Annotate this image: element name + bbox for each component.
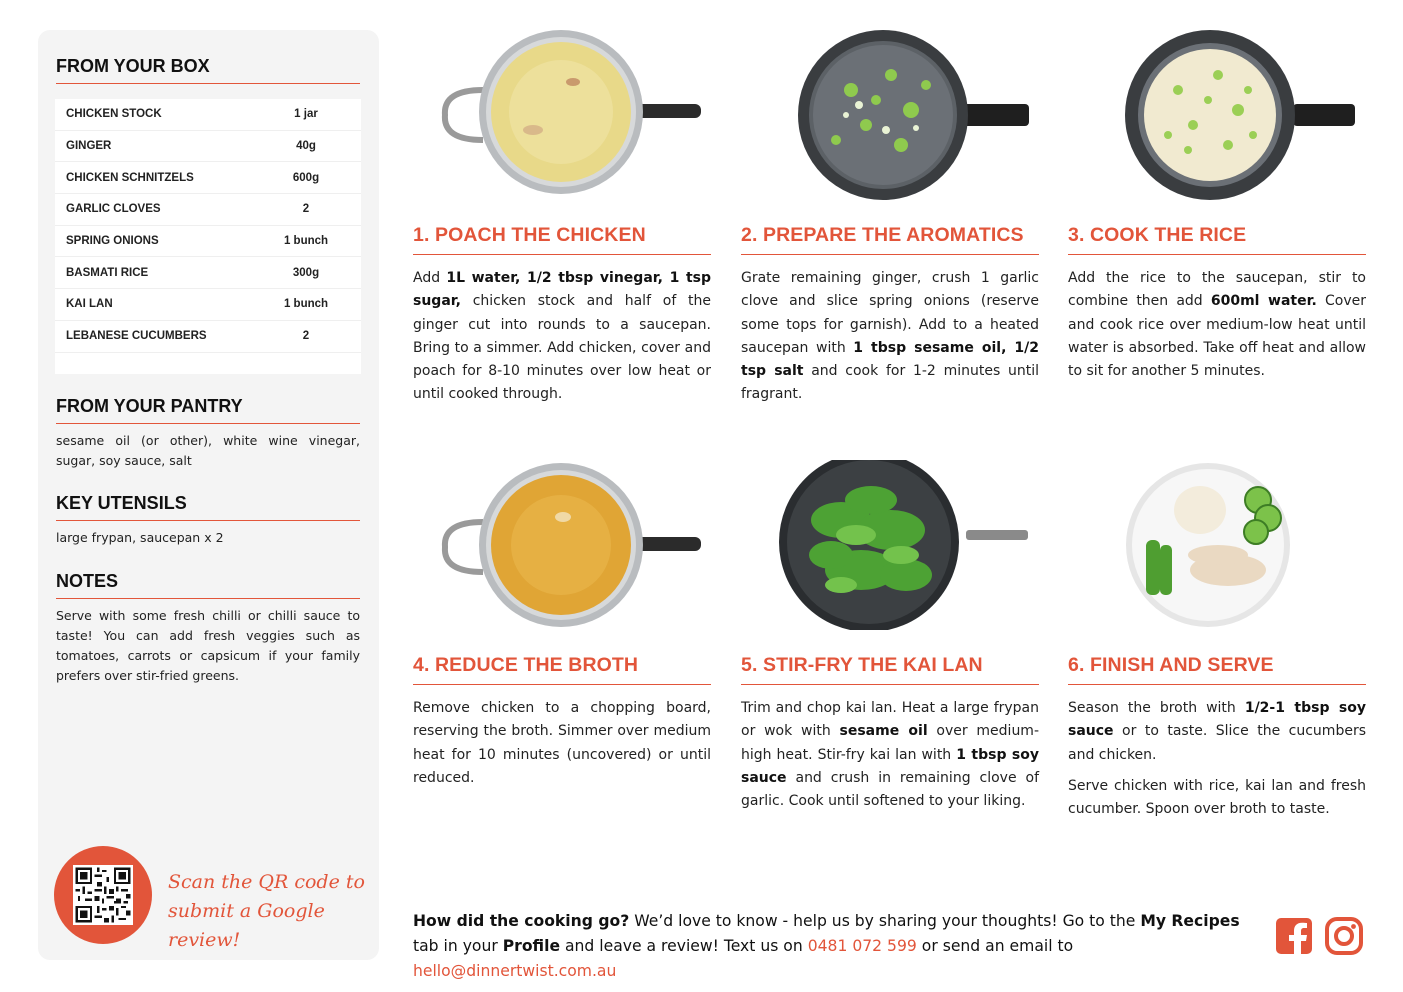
box-item-row: [55, 162, 361, 194]
step-2-title: 2. PREPARE THE AROMATICS: [741, 224, 1039, 255]
step-5-photo: [741, 460, 1039, 630]
step-1-photo: [413, 30, 711, 200]
text-segment: over medium-high heat. Stir-fry kai lan with: [741, 723, 1040, 763]
box-item-qty: 300g: [292, 266, 320, 279]
text-segment: or to taste. Slice the cucumbers and chicken.: [1068, 723, 1366, 763]
text-segment: Add the rice to the saucepan, stir to combine then add: [1068, 270, 1366, 310]
box-item-name: GARLIC CLOVES: [66, 203, 161, 216]
step-3-title: 3. COOK THE RICE: [1068, 224, 1366, 255]
sidebar-panel: [38, 30, 379, 960]
bold-text: How did the cooking go?: [413, 912, 630, 930]
utensils-text: large frypan, saucepan x 2: [56, 530, 224, 545]
text-segment: and leave a review! Text us on: [560, 937, 808, 955]
notes-text: Serve with some fresh chilli or chilli sauce to taste! You can add fresh veggies such as tomatoes, carrots or capsicum if your family prefers over stir-fried greens.: [56, 608, 360, 683]
text-segment: Remove chicken to a chopping board, reserving the broth. Simmer over medium heat for 10 minutes (uncovered) or until reduced.: [413, 700, 711, 786]
box-item-row: [55, 289, 361, 321]
step-2-text: [741, 267, 1039, 407]
step-4-photo: [413, 460, 711, 630]
text-segment: Cover and cook rice over medium-low heat until water is absorbed. Take off heat and allow to sit for another 5 minutes.: [1068, 293, 1366, 380]
box-item-qty: 2: [302, 203, 310, 216]
step-6-title: 6. FINISH AND SERVE: [1068, 654, 1366, 685]
bold-text: sesame oil: [839, 723, 928, 740]
box-item-row: [55, 257, 361, 289]
accent-text[interactable]: 0481 072 599: [807, 937, 917, 955]
box-item-name: SPRING ONIONS: [66, 235, 159, 248]
pantry-section-title: FROM YOUR PANTRY: [56, 396, 360, 424]
bold-text: My Recipes: [1140, 912, 1240, 930]
box-item-name: CHICKEN STOCK: [66, 108, 162, 121]
text-segment: Season the broth with: [1068, 700, 1245, 716]
box-item-name: KAI LAN: [66, 298, 113, 311]
box-item-name: BASMATI RICE: [66, 266, 149, 279]
footer-message: [413, 909, 1263, 984]
box-item-row: [55, 226, 361, 258]
box-item-name: GINGER: [66, 140, 112, 153]
text-segment: and crush in remaining clove of garlic. Cook until softened to your liking.: [741, 769, 1039, 810]
facebook-icon[interactable]: [1275, 917, 1313, 955]
box-item-row: [55, 99, 361, 131]
text-segment: Grate remaining ginger, crush 1 garlic clove and slice spring onions (reserve some tops for garnish). Add to a heated saucepan with: [741, 270, 1039, 356]
step-6-text-2: Serve chicken with rice, kai lan and fresh cucumber. Spoon over broth to taste.: [1068, 778, 1366, 818]
qr-code: [73, 865, 133, 925]
box-item-row: [55, 194, 361, 226]
qr-caption-line2: submit a Google review!: [168, 900, 325, 951]
text-segment: Trim and chop kai lan. Heat a large frypan or wok with: [741, 700, 1039, 740]
box-item-name: CHICKEN SCHNITZELS: [66, 171, 194, 184]
box-item-qty: 1 bunch: [283, 298, 329, 311]
box-item-qty: 600g: [292, 171, 320, 184]
step-6-text: [1068, 697, 1366, 767]
text-segment: and cook for 1-2 minutes until fragrant.: [741, 363, 1039, 403]
qr-caption-line1: Scan the QR code to: [168, 871, 365, 893]
box-ingredients-table: [55, 99, 361, 374]
accent-text[interactable]: hello@dinnertwist.com.au: [413, 962, 617, 980]
bold-text: Profile: [502, 937, 561, 955]
step-4-title: 4. REDUCE THE BROTH: [413, 654, 711, 685]
step-3-photo: [1068, 30, 1366, 200]
notes-section-title: NOTES: [56, 571, 360, 599]
bold-text: 1/2-1 tbsp soy sauce: [1068, 700, 1366, 740]
bold-text: 1 tbsp soy sauce: [741, 746, 1040, 786]
text-segment: chicken stock and half of the ginger cut into rounds to a saucepan. Bring to a simmer. Add chicken, cover and poach for 8-10 minutes over low heat or until cooked through.: [413, 293, 711, 403]
utensils-section-title: KEY UTENSILS: [56, 493, 360, 521]
step-1-title: 1. POACH THE CHICKEN: [413, 224, 711, 255]
step-5-text: [741, 697, 1039, 813]
bold-text: 600ml water.: [1210, 293, 1317, 310]
text-segment: or send an email to: [916, 937, 1074, 955]
box-item-row: [55, 131, 361, 163]
bold-text: 1L water, 1/2 tbsp vinegar, 1 tsp sugar,: [413, 270, 711, 310]
qr-caption: [168, 868, 379, 955]
text-segment: We’d love to know - help us by sharing your thoughts! Go to the: [629, 912, 1141, 930]
box-item-qty: 2: [302, 330, 310, 343]
text-segment: tab in your: [413, 937, 503, 955]
text-segment: Add: [413, 270, 447, 286]
box-item-qty: 1 bunch: [283, 235, 329, 248]
step-5-title: 5. STIR-FRY THE KAI LAN: [741, 654, 1039, 685]
box-item-name: LEBANESE CUCUMBERS: [66, 330, 207, 343]
box-section-title: FROM YOUR BOX: [56, 56, 360, 84]
bold-text: 1 tbsp sesame oil, 1/2 tsp salt: [741, 339, 1039, 380]
step-3-text: [1068, 267, 1366, 383]
step-1-text: [413, 267, 711, 407]
step-2-photo: [741, 30, 1039, 200]
step-4-text: [413, 697, 711, 790]
box-item-row: [55, 321, 361, 353]
instagram-icon[interactable]: [1325, 917, 1363, 955]
box-item-qty: 1 jar: [294, 108, 318, 121]
qr-badge[interactable]: [54, 846, 152, 944]
box-item-qty: 40g: [296, 140, 316, 153]
step-6-photo: [1068, 460, 1366, 630]
pantry-text: sesame oil (or other), white wine vinegar, sugar, soy sauce, salt: [56, 433, 360, 468]
